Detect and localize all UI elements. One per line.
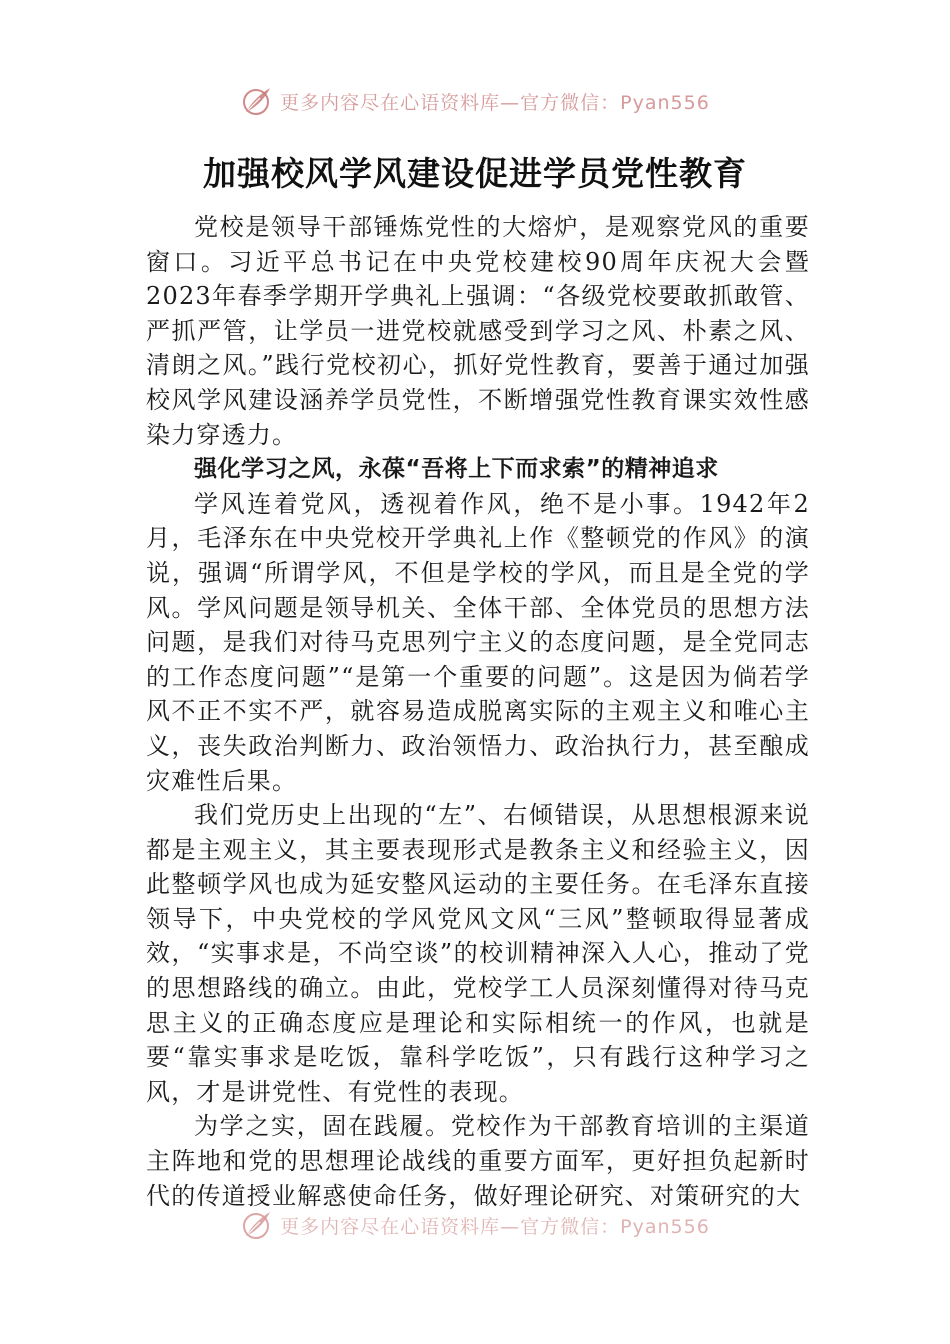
quill-logo-icon: [240, 1208, 274, 1242]
watermark-header: [0, 84, 950, 118]
paragraph-intro: 党校是领导干部锤炼党性的大熔炉，是观察党风的重要窗口。习近平总书记在中央党校建校90周年庆祝大会暨2023年春季学期开学典礼上强调：“各级党校要敢抓敢管、严抓严管，让学员一进党校就感受到学习之风、朴素之风、清朗之风。”践行党校初心，抓好党性教育，要善于通过加强校风学风建设涵养学员党性，不断增强党性教育课实效性感染力穿透力。: [146, 213, 810, 449]
document-title: 加强校风学风建设促进学员党性教育: [203, 154, 747, 193]
paragraph: 为学之实，固在践履。党校作为干部教育培训的主渠道主阵地和党的思想理论战线的重要方面军，更好担负起新时代的传道授业解惑使命任务，做好理论研究、对策研究的大: [146, 1112, 810, 1210]
paragraph: 我们党历史上出现的“左”、右倾错误，从思想根源来说都是主观主义，其主要表现形式是教条主义和经验主义，因此整顿学风也成为延安整风运动的主要任务。在毛泽东直接领导下，中央党校的学风党风文风“三风”整顿取得显著成效，“实事求是，不尚空谈”的校训精神深入人心，推动了党的思想路线的确立。由此，党校学工人员深刻懂得对待马克思主义的正确态度应是理论和实际相统一的作风，也就是要“靠实事求是吃饭，靠科学吃饭”，只有践行这种学习之风，才是讲党性、有党性的表现。: [146, 801, 810, 1106]
paragraph: 学风连着党风，透视着作风，绝不是小事。1942年2月，毛泽东在中央党校开学典礼上作《整顿党的作风》的演说，强调“所谓学风，不但是学校的学风，而且是全党的学风。学风问题是领导机关、全体干部、全体党员的思想方法问题，是我们对待马克思列宁主义的态度问题，是全党同志的工作态度问题”“是第一个重要的问题”。这是因为倘若学风不正不实不严，就容易造成脱离实际的主观主义和唯心主义，丧失政治判断力、政治领悟力、政治执行力，甚至酿成灾难性后果。: [146, 489, 810, 795]
document-body: [146, 210, 810, 1213]
section-heading: 强化学习之风，永葆“吾将上下而求索”的精神追求: [194, 456, 719, 483]
quill-logo-icon: [240, 84, 274, 118]
watermark-text: 更多内容尽在心语资料库—官方微信：Pyan556: [280, 1215, 710, 1238]
watermark-footer: [0, 1208, 950, 1242]
watermark-text: 更多内容尽在心语资料库—官方微信：Pyan556: [280, 91, 710, 114]
